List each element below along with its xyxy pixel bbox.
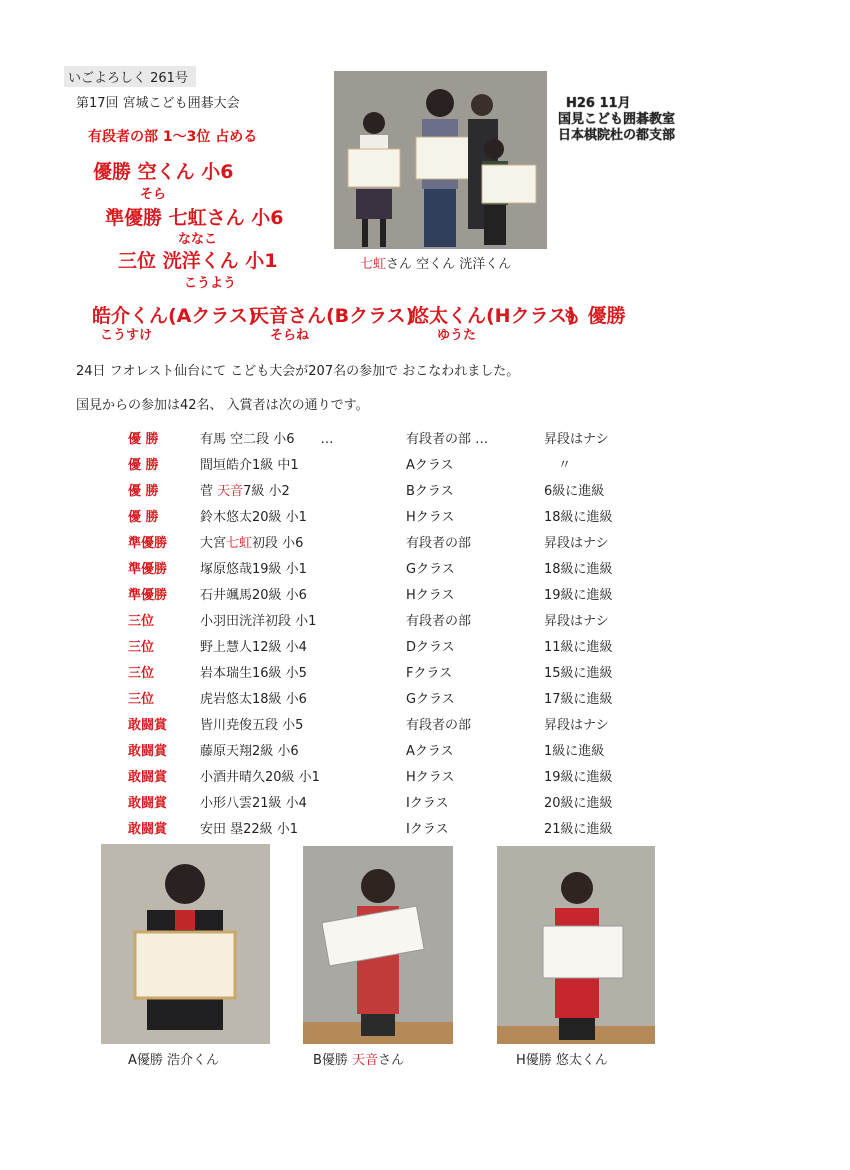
photo-b-caption (313, 1049, 404, 1068)
award-cell: 準優勝 (128, 587, 168, 603)
class-cell: 有段者の部 (406, 535, 472, 551)
table-row (128, 424, 668, 450)
class-cell: Gクラス (406, 561, 455, 577)
promotion-cell: 19級に進級 (544, 769, 613, 785)
award-cell: 準優勝 (128, 561, 168, 577)
table-row (128, 658, 668, 684)
class-winner-a-ruby: こうすけ (100, 328, 153, 343)
class-cell: 有段者の部 (406, 613, 472, 629)
name-cell (200, 424, 406, 450)
name-text: 岩本瑞生16級 小5 (200, 665, 307, 681)
table-row (128, 580, 668, 606)
award-cell: 敢闘賞 (128, 717, 168, 733)
caption-b-pre: B優勝 (313, 1053, 353, 1068)
class-winner-b: 天音さん(Bクラス) (250, 305, 415, 327)
ellipsis: … (320, 431, 334, 447)
name-text: 石井颯馬20級 小6 (200, 587, 307, 603)
table-row (128, 788, 668, 814)
club-branch: 日本棋院杜の都支部 (558, 128, 676, 143)
name-cell (200, 814, 406, 840)
caption-b-post: さん (378, 1053, 405, 1068)
promotion-cell: 18級に進級 (544, 561, 613, 577)
promotion-cell: 11級に進級 (544, 639, 613, 655)
class-winner-b-ruby: そらね (270, 328, 310, 343)
name-text: 野上慧人12級 小4 (200, 639, 307, 655)
class-cell: Fクラス (406, 665, 453, 681)
table-row (128, 554, 668, 580)
name-cell (200, 502, 406, 528)
name-cell (200, 554, 406, 580)
club-date: H26 11月 (566, 96, 631, 111)
class-winner-h: 悠太くん(Hクラス) (410, 305, 576, 327)
name-text: 有馬 空二段 小6 (200, 431, 295, 447)
class-cell: 有段者の部 … (406, 431, 489, 447)
club-name: 国見こども囲碁教室 (558, 112, 676, 127)
name-cell (200, 632, 406, 658)
class-cell: Gクラス (406, 691, 455, 707)
name-cell (200, 476, 406, 502)
photo-h-winner (497, 846, 655, 1044)
class-cell: Hクラス (406, 587, 455, 603)
newsletter-issue-tag: いごよろしく 261号 (64, 66, 196, 87)
promotion-cell: 20級に進級 (544, 795, 613, 811)
class-cell: Hクラス (406, 769, 455, 785)
group-photo-caption (360, 253, 511, 272)
runner-up-ruby: ななこ (178, 232, 218, 247)
table-row (128, 684, 668, 710)
photo-h-caption: H優勝 悠太くん (516, 1053, 608, 1068)
award-cell: 優 勝 (128, 509, 159, 525)
results-table (128, 424, 668, 840)
name-cell (200, 710, 406, 736)
award-cell: 三位 (128, 691, 155, 707)
table-row (128, 632, 668, 658)
class-cell: Aクラス (406, 743, 454, 759)
name-text: 菅 (200, 483, 218, 499)
award-cell: 三位 (128, 665, 155, 681)
promotion-cell: 昇段はナシ (544, 613, 609, 629)
class-cell: Aクラス (406, 457, 454, 473)
award-cell: 敢闘賞 (128, 821, 168, 837)
award-cell: 優 勝 (128, 431, 159, 447)
name-text: 小酒井晴久20級 小1 (200, 769, 320, 785)
award-cell: 敢闘賞 (128, 743, 168, 759)
table-row (128, 476, 668, 502)
class-cell: Hクラス (406, 509, 455, 525)
class-cell: Iクラス (406, 795, 449, 811)
table-row (128, 710, 668, 736)
name-text: 小形八雲21級 小4 (200, 795, 307, 811)
award-cell: 三位 (128, 613, 155, 629)
also-won-suffix: も 優勝 (562, 305, 626, 327)
table-row (128, 450, 668, 476)
name-cell (200, 580, 406, 606)
class-winner-h-ruby: ゆうた (437, 328, 477, 343)
class-cell: Dクラス (406, 639, 455, 655)
table-row (128, 528, 668, 554)
photo-b-winner (303, 846, 453, 1044)
caption-rest: さん 空くん 洸洋くん (386, 257, 512, 272)
award-cell: 優 勝 (128, 483, 159, 499)
name-text: 藤原天翔2級 小6 (200, 743, 299, 759)
name-cell (200, 450, 406, 476)
name-text: 鈴木悠太20級 小1 (200, 509, 307, 525)
name-suffix: 7級 小2 (243, 483, 290, 499)
champion-line: 優勝 空くん 小6 (93, 161, 234, 183)
class-cell: Bクラス (406, 483, 454, 499)
tournament-title: 第17回 宮城こども囲碁大会 (76, 96, 240, 111)
participation-sentence: 国見からの参加は42名、 入賞者は次の通りです。 (76, 398, 369, 413)
award-cell: 準優勝 (128, 535, 168, 551)
third-place-ruby: こうよう (184, 276, 237, 291)
runner-up-line: 準優勝 七虹さん 小6 (105, 207, 284, 229)
champion-ruby: そら (140, 187, 167, 202)
award-cell: 優 勝 (128, 457, 159, 473)
name-cell (200, 684, 406, 710)
name-suffix: 初段 小6 (252, 535, 304, 551)
promotion-cell: 21級に進級 (544, 821, 613, 837)
club-info (558, 96, 675, 144)
name-text: 大宮 (200, 535, 227, 551)
promotion-cell: 昇段はナシ (544, 431, 609, 447)
promotion-cell: 1級に進級 (544, 743, 605, 759)
promotion-cell: 6級に進級 (544, 483, 605, 499)
name-text: 皆川尭俊五段 小5 (200, 717, 304, 733)
name-cell (200, 606, 406, 632)
group-photo (334, 71, 547, 249)
name-text: 安田 塁22級 小1 (200, 821, 299, 837)
table-row (128, 814, 668, 840)
promotion-cell: 17級に進級 (544, 691, 613, 707)
name-text: 虎岩悠太18級 小6 (200, 691, 307, 707)
promotion-cell: 昇段はナシ (544, 535, 609, 551)
class-winner-a: 皓介くん(Aクラス) (92, 305, 257, 327)
table-row (128, 502, 668, 528)
caption-b-red: 天音 (352, 1053, 379, 1068)
promotion-cell: 昇段はナシ (544, 717, 609, 733)
promotion-cell: 〃 (558, 457, 572, 473)
promotion-cell: 19級に進級 (544, 587, 613, 603)
photo-a-winner (101, 844, 270, 1044)
class-cell: 有段者の部 (406, 717, 472, 733)
award-cell: 三位 (128, 639, 155, 655)
dan-section-heading: 有段者の部 1～3位 占める (88, 129, 258, 145)
promotion-cell: 15級に進級 (544, 665, 613, 681)
highlighted-name: 天音 (217, 483, 244, 499)
table-row (128, 762, 668, 788)
photo-a-caption: A優勝 浩介くん (128, 1053, 220, 1068)
name-cell (200, 736, 406, 762)
caption-red-name: 七虹 (360, 257, 387, 272)
name-cell (200, 788, 406, 814)
name-text: 間垣皓介1級 中1 (200, 457, 299, 473)
award-cell: 敢闘賞 (128, 769, 168, 785)
name-text: 塚原悠哉19級 小1 (200, 561, 307, 577)
table-row (128, 736, 668, 762)
name-cell (200, 528, 406, 554)
promotion-cell: 18級に進級 (544, 509, 613, 525)
award-cell: 敢闘賞 (128, 795, 168, 811)
highlighted-name: 七虹 (226, 535, 253, 551)
table-row (128, 606, 668, 632)
third-place-line: 三位 洸洋くん 小1 (118, 250, 278, 272)
name-cell (200, 762, 406, 788)
intro-sentence: 24日 フオレスト仙台にて こども大会が207名の参加で おこなわれました。 (76, 364, 520, 379)
name-text: 小羽田洸洋初段 小1 (200, 613, 317, 629)
name-cell (200, 658, 406, 684)
class-cell: Iクラス (406, 821, 449, 837)
